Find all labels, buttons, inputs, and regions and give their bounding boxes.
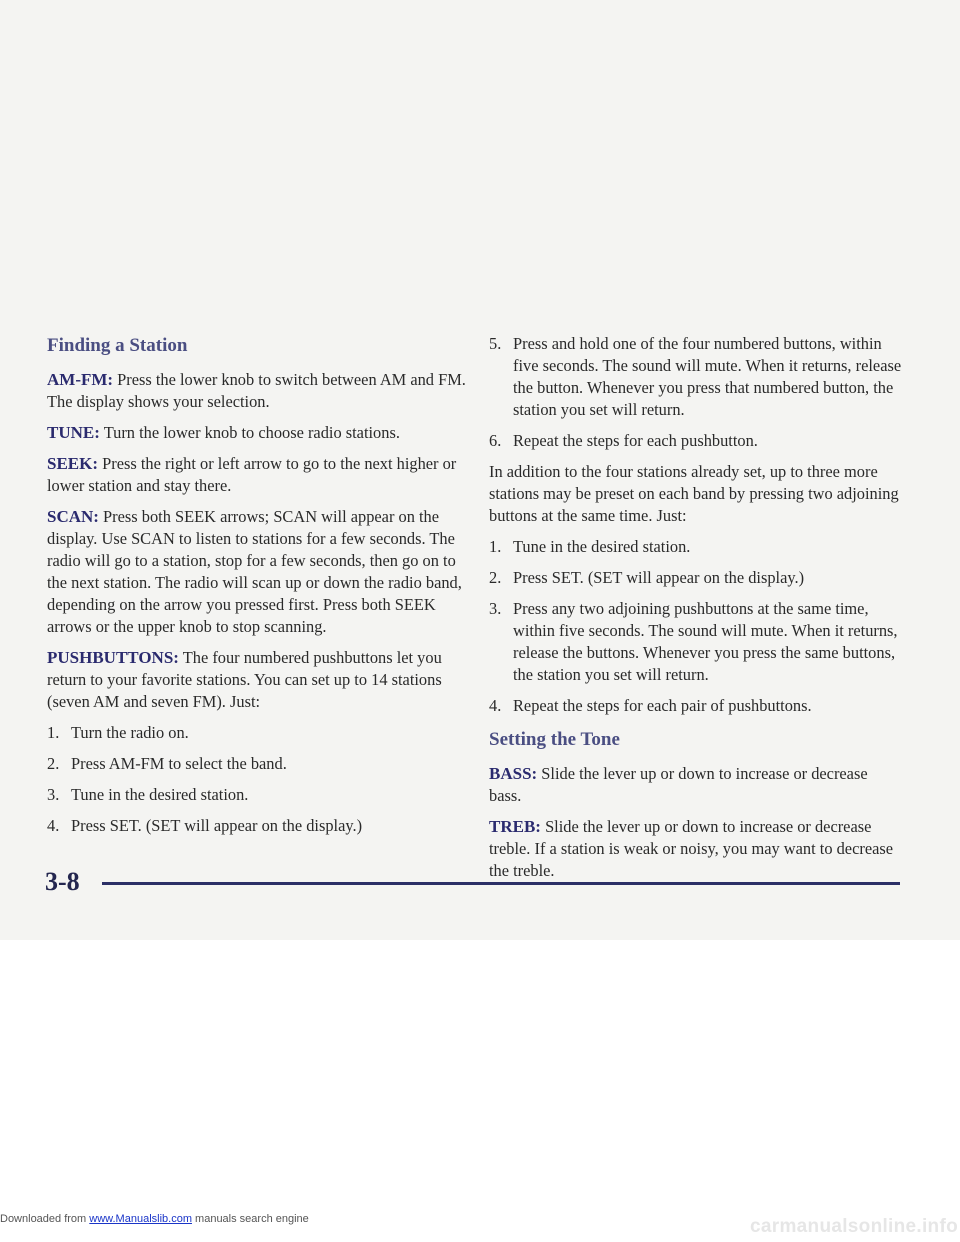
paragraph-tune: TUNE: Turn the lower knob to choose radio stations. <box>47 423 400 442</box>
paragraph-pushbuttons: PUSHBUTTONS: The four numbered pushbuttons let you return to your favorite stations. You can set up to 14 stations (seven AM and seven FM). Just: <box>47 648 442 711</box>
additional-preset-steps <box>489 536 904 717</box>
list-item: 3. Tune in the desired station. <box>47 785 249 804</box>
right-column <box>489 333 904 891</box>
list-item: 4. Repeat the steps for each pair of pushbuttons. <box>489 696 812 715</box>
list-item: 1. Tune in the desired station. <box>489 537 691 556</box>
list-item: 4. Press SET. (SET will appear on the display.) <box>47 816 363 835</box>
pushbutton-steps-continued <box>489 333 904 452</box>
footer-divider <box>102 882 900 885</box>
list-item: 3. Press any two adjoining pushbuttons at the same time, within five seconds. The sound will mute. When it returns, release the buttons. Whenever you press the same buttons, the station you set will return. <box>489 599 898 684</box>
paragraph-bass: BASS: Slide the lever up or down to increase or decrease bass. <box>489 764 868 805</box>
manualslib-link[interactable]: www.Manualslib.com <box>89 1213 192 1225</box>
download-watermark: Downloaded from www.Manualslib.com manuals search engine <box>0 1213 309 1225</box>
list-item: 2. Press AM-FM to select the band. <box>47 754 287 773</box>
section-heading-setting-the-tone: Setting the Tone <box>489 729 620 750</box>
paragraph-am-fm: AM-FM: Press the lower knob to switch between AM and FM. The display shows your selection. <box>47 370 466 411</box>
pushbutton-steps-list <box>47 722 467 837</box>
section-heading-finding-a-station: Finding a Station <box>47 335 188 356</box>
paragraph-scan: SCAN: Press both SEEK arrows; SCAN will appear on the display. Use SCAN to listen to stations for a few seconds. The radio will go to a station, stop for a few seconds, then go on to the next station. The radio will scan up or down the radio band, depending on the arrow you pressed first. Press both SEEK arrows or the upper knob to stop scanning. <box>47 507 462 636</box>
paragraph-seek: SEEK: Press the right or left arrow to go to the next higher or lower station and stay there. <box>47 454 457 495</box>
site-watermark: carmanualsonline.info <box>750 1216 958 1237</box>
paragraph-treb: TREB: Slide the lever up or down to increase or decrease treble. If a station is weak or noisy, you may want to decrease the treble. <box>489 817 894 880</box>
left-column <box>47 333 467 846</box>
list-item: 6. Repeat the steps for each pushbutton. <box>489 431 758 450</box>
list-item: 1. Turn the radio on. <box>47 723 189 742</box>
paragraph-additional-presets: In addition to the four stations already set, up to three more stations may be preset on each band by pressing two adjoining buttons at the same time. Just: <box>489 462 899 525</box>
list-item: 2. Press SET. (SET will appear on the display.) <box>489 568 805 587</box>
page-number: 3-8 <box>45 867 80 896</box>
list-item: 5. Press and hold one of the four numbered buttons, within five seconds. The sound will mute. When it returns, release the button. Whenever you press that numbered button, the station you set will return. <box>489 334 902 419</box>
